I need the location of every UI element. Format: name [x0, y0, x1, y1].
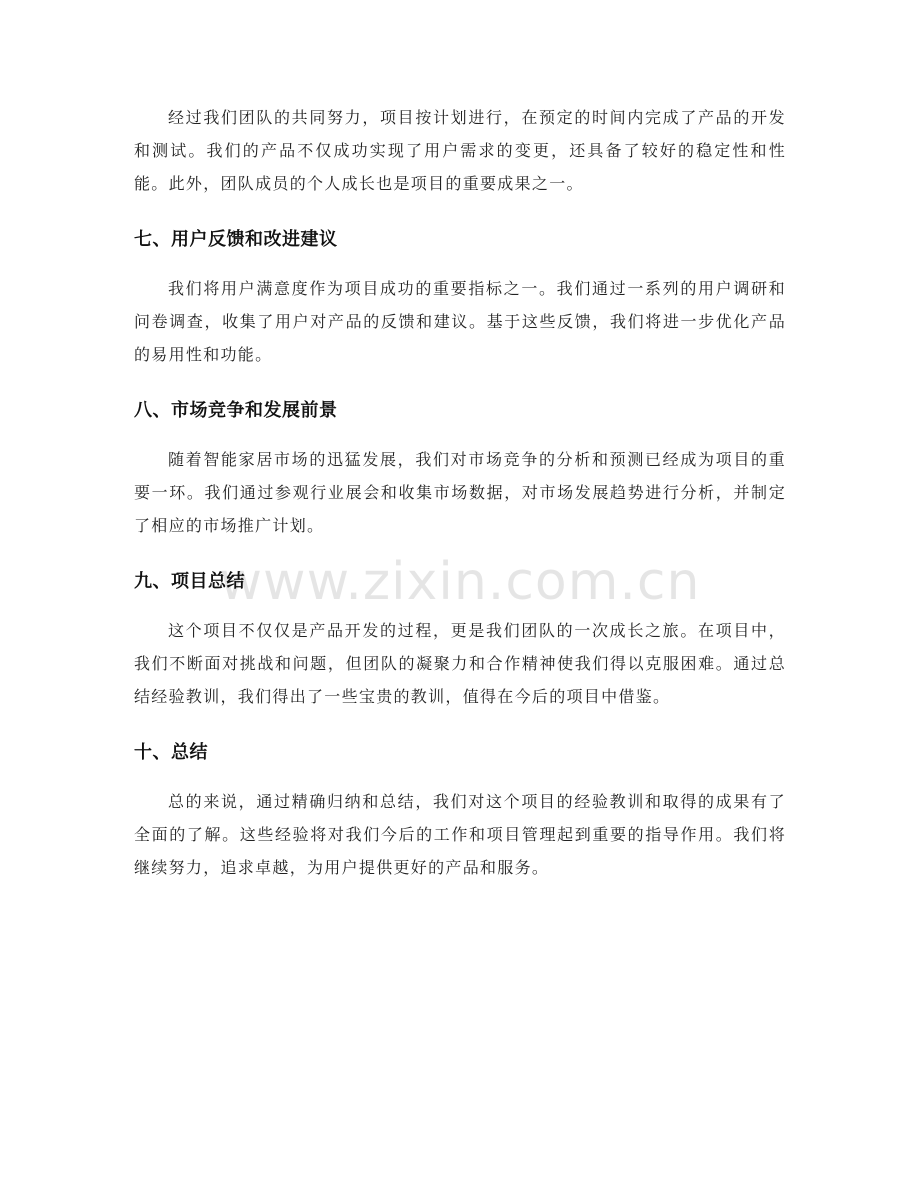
paragraph-results: 经过我们团队的共同努力，项目按计划进行，在预定的时间内完成了产品的开发和测试。我们的产品不仅成功实现了用户需求的变更，还具备了较好的稳定性和性能。此外，团队成员的个人成长也是项目的重要成果之一。 [134, 108, 786, 193]
heading-user-feedback: 七、用户反馈和改进建议 [134, 229, 338, 250]
watermark-text: www.zixin.com.cn [219, 552, 701, 612]
heading-conclusion: 十、总结 [134, 742, 208, 763]
paragraph-project-summary: 这个项目不仅仅是产品开发的过程，更是我们团队的一次成长之旅。在项目中，我们不断面对挑战和问题，但团队的凝聚力和合作精神使我们得以克服困难。通过总结经验教训，我们得出了一些宝贵的教训，值得在今后的项目中借鉴。 [134, 621, 786, 706]
document-body [134, 101, 786, 884]
paragraph-market-competition: 随着智能家居市场的迅猛发展，我们对市场竞争的分析和预测已经成为项目的重要一环。我们通过参观行业展会和收集市场数据，对市场发展趋势进行分析，并制定了相应的市场推广计划。 [134, 450, 786, 535]
paragraph-conclusion: 总的来说，通过精确归纳和总结，我们对这个项目的经验教训和取得的成果有了全面的了解。这些经验将对我们今后的工作和项目管理起到重要的指导作用。我们将继续努力，追求卓越，为用户提供更好的产品和服务。 [134, 792, 786, 877]
paragraph-user-feedback: 我们将用户满意度作为项目成功的重要指标之一。我们通过一系列的用户调研和问卷调查，收集了用户对产品的反馈和建议。基于这些反馈，我们将进一步优化产品的易用性和功能。 [134, 279, 786, 364]
heading-project-summary: 九、项目总结 [134, 571, 245, 592]
heading-market-competition: 八、市场竞争和发展前景 [134, 400, 338, 421]
